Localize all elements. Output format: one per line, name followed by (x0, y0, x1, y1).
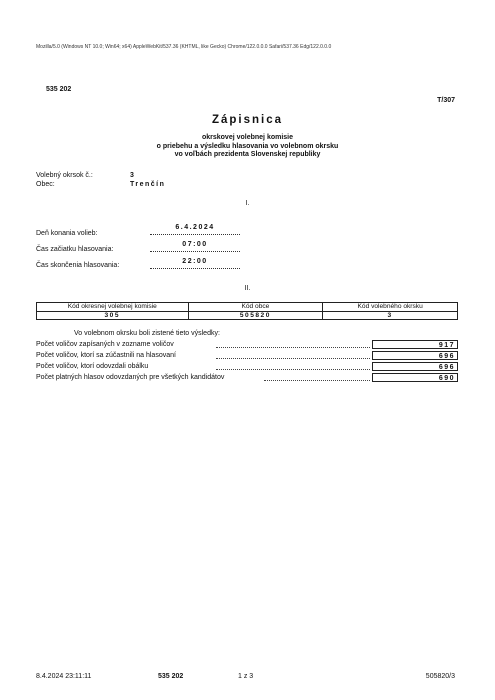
result-row (36, 373, 458, 383)
result-value: 690 (372, 373, 458, 382)
codes-value-row (37, 311, 458, 320)
leader-dots (216, 347, 370, 348)
result-label: Počet platných hlasov odovzdaných pre všetkých kandidátov (36, 374, 225, 381)
form-code: T/307 (437, 97, 455, 104)
subtitle-line: vo voľbách prezidenta Slovenskej republiky (174, 151, 321, 158)
codes-value-cell: 505820 (188, 311, 323, 320)
municipality-label: Obec: (36, 181, 55, 188)
result-row (36, 362, 458, 372)
result-row (36, 351, 458, 361)
leader-dots (264, 380, 370, 381)
section-i-heading: I. (245, 200, 250, 207)
codes-table (36, 302, 458, 320)
subtitle-line: o priebehu a výsledku hlasovania vo volebnom okrsku (156, 142, 339, 150)
vote-date-label: Deň konania volieb: (36, 230, 98, 237)
result-label: Počet voličov, ktorí sa zúčastnili na hlasovaní (36, 352, 176, 359)
footer-document-number: 535 202 (158, 673, 184, 680)
user-agent-header: Mozilla/5.0 (Windows NT 10.0; Win64; x64) AppleWebKit/537.36 (KHTML, like Gecko) Chrome/122.0.0.0 Safari/537.36 Edg/122.0.0.0 (36, 44, 332, 50)
footer-timestamp: 8.4.2024 23:11:11 (36, 673, 92, 680)
result-label: Počet voličov, ktorí odovzdali obálku (36, 363, 149, 370)
start-time-label: Čas začiatku hlasovania: (36, 246, 114, 253)
result-value: 917 (372, 340, 458, 349)
district-value: 3 (130, 172, 134, 179)
codes-header-row (37, 303, 458, 312)
footer-reference: 505820/3 (425, 673, 455, 680)
leader-dots (216, 358, 370, 359)
codes-header-cell: Kód obce (188, 303, 323, 312)
document-number: 535 202 (46, 86, 72, 93)
codes-value-cell: 3 (323, 311, 458, 320)
end-time-value: 22:00 (150, 258, 240, 269)
result-value: 696 (372, 362, 458, 371)
codes-header-cell: Kód volebného okrsku (323, 303, 458, 312)
document-subtitle (0, 134, 495, 160)
start-time-value: 07:00 (150, 241, 240, 252)
result-label: Počet voličov zapísaných v zozname voličov (36, 341, 174, 348)
section-ii-heading: II. (244, 285, 251, 292)
codes-value-cell: 305 (37, 311, 189, 320)
end-time-label: Čas skončenia hlasovania: (36, 262, 120, 269)
subtitle-line: okrskovej volebnej komisie (201, 134, 294, 141)
vote-date-value: 6.4.2024 (150, 224, 240, 235)
footer-page-number: 1 z 3 (238, 673, 254, 680)
district-label: Volebný okrsok č.: (36, 172, 93, 179)
results-intro: Vo volebnom okrsku boli zistené tieto výsledky: (74, 330, 220, 337)
document-title: Zápisnica (211, 114, 284, 126)
result-value: 696 (372, 351, 458, 360)
codes-header-cell: Kód okresnej volebnej komisie (37, 303, 189, 312)
municipality-value: Trenčín (130, 181, 166, 188)
result-row (36, 340, 458, 350)
leader-dots (216, 369, 370, 370)
